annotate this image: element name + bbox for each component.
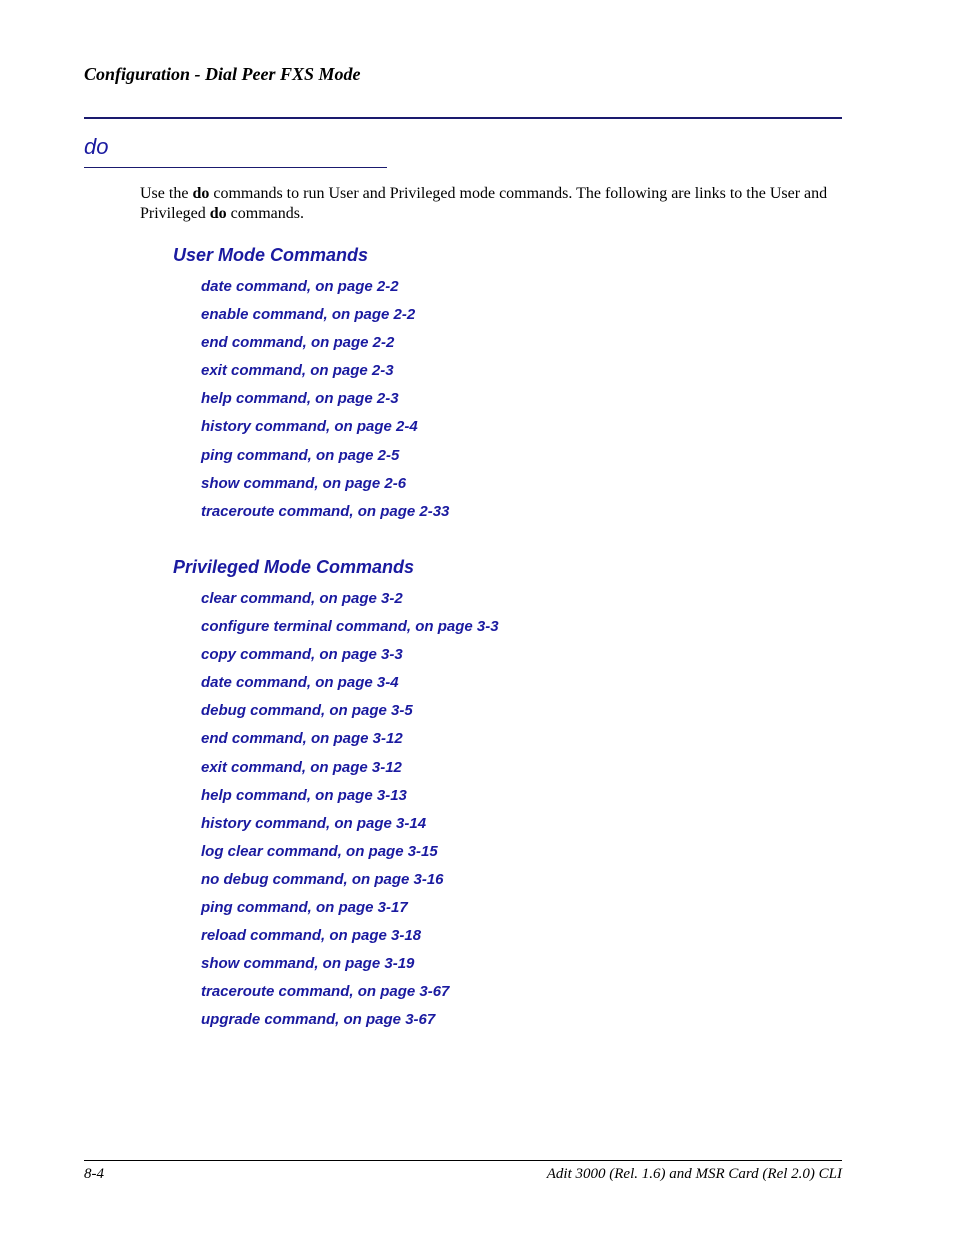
command-link[interactable]: help command, on page 2-3 bbox=[201, 390, 399, 408]
command-link[interactable]: exit command, on page 3-12 bbox=[201, 758, 402, 776]
intro-text: commands. bbox=[226, 205, 304, 222]
intro-keyword: do bbox=[192, 185, 210, 202]
command-link[interactable]: ping command, on page 2-5 bbox=[201, 446, 400, 464]
command-link[interactable]: clear command, on page 3-2 bbox=[201, 590, 403, 607]
user-mode-link-list bbox=[201, 278, 449, 531]
command-link[interactable]: no debug command, on page 3-16 bbox=[201, 870, 444, 888]
command-link[interactable]: reload command, on page 3-18 bbox=[201, 927, 422, 945]
command-link[interactable]: log clear command, on page 3-15 bbox=[201, 842, 438, 860]
intro-text: commands to run User and Privileged mode commands. The following are links to the User and Privileged bbox=[140, 185, 828, 222]
document-title: Adit 3000 (Rel. 1.6) and MSR Card (Rel 2.0) CLI bbox=[546, 1166, 842, 1182]
intro-text: Use the bbox=[140, 185, 193, 202]
privileged-mode-heading: Privileged Mode Commands bbox=[173, 557, 415, 577]
command-link[interactable]: copy command, on page 3-3 bbox=[201, 646, 403, 664]
intro-keyword: do bbox=[209, 205, 227, 222]
command-link[interactable]: history command, on page 3-14 bbox=[201, 814, 427, 832]
command-link[interactable]: show command, on page 2-6 bbox=[201, 474, 407, 492]
command-link[interactable]: help command, on page 3-13 bbox=[201, 786, 407, 804]
command-link[interactable]: ping command, on page 3-17 bbox=[201, 899, 408, 917]
command-link[interactable]: traceroute command, on page 3-67 bbox=[201, 983, 450, 1001]
command-link[interactable]: end command, on page 3-12 bbox=[201, 730, 403, 748]
command-link[interactable]: exit command, on page 2-3 bbox=[201, 362, 394, 380]
command-link[interactable]: date command, on page 2-2 bbox=[201, 278, 399, 295]
footer-divider bbox=[84, 1160, 842, 1161]
command-link[interactable]: date command, on page 3-4 bbox=[201, 674, 399, 692]
user-mode-heading: User Mode Commands bbox=[173, 245, 369, 265]
page-number: 8-4 bbox=[84, 1166, 104, 1182]
privileged-mode-link-list bbox=[201, 590, 499, 1040]
header-divider bbox=[84, 117, 842, 119]
intro-paragraph bbox=[140, 184, 842, 224]
command-link[interactable]: upgrade command, on page 3-67 bbox=[201, 1011, 436, 1029]
command-link[interactable]: configure terminal command, on page 3-3 bbox=[201, 618, 499, 636]
command-link[interactable]: end command, on page 2-2 bbox=[201, 334, 395, 352]
command-link[interactable]: enable command, on page 2-2 bbox=[201, 306, 416, 324]
section-divider bbox=[84, 167, 387, 168]
command-link[interactable]: debug command, on page 3-5 bbox=[201, 702, 413, 720]
command-link[interactable]: traceroute command, on page 2-33 bbox=[201, 502, 450, 520]
section-title: do bbox=[84, 134, 109, 159]
running-header: Configuration - Dial Peer FXS Mode bbox=[84, 64, 361, 84]
command-link[interactable]: show command, on page 3-19 bbox=[201, 955, 415, 973]
command-link[interactable]: history command, on page 2-4 bbox=[201, 418, 418, 436]
